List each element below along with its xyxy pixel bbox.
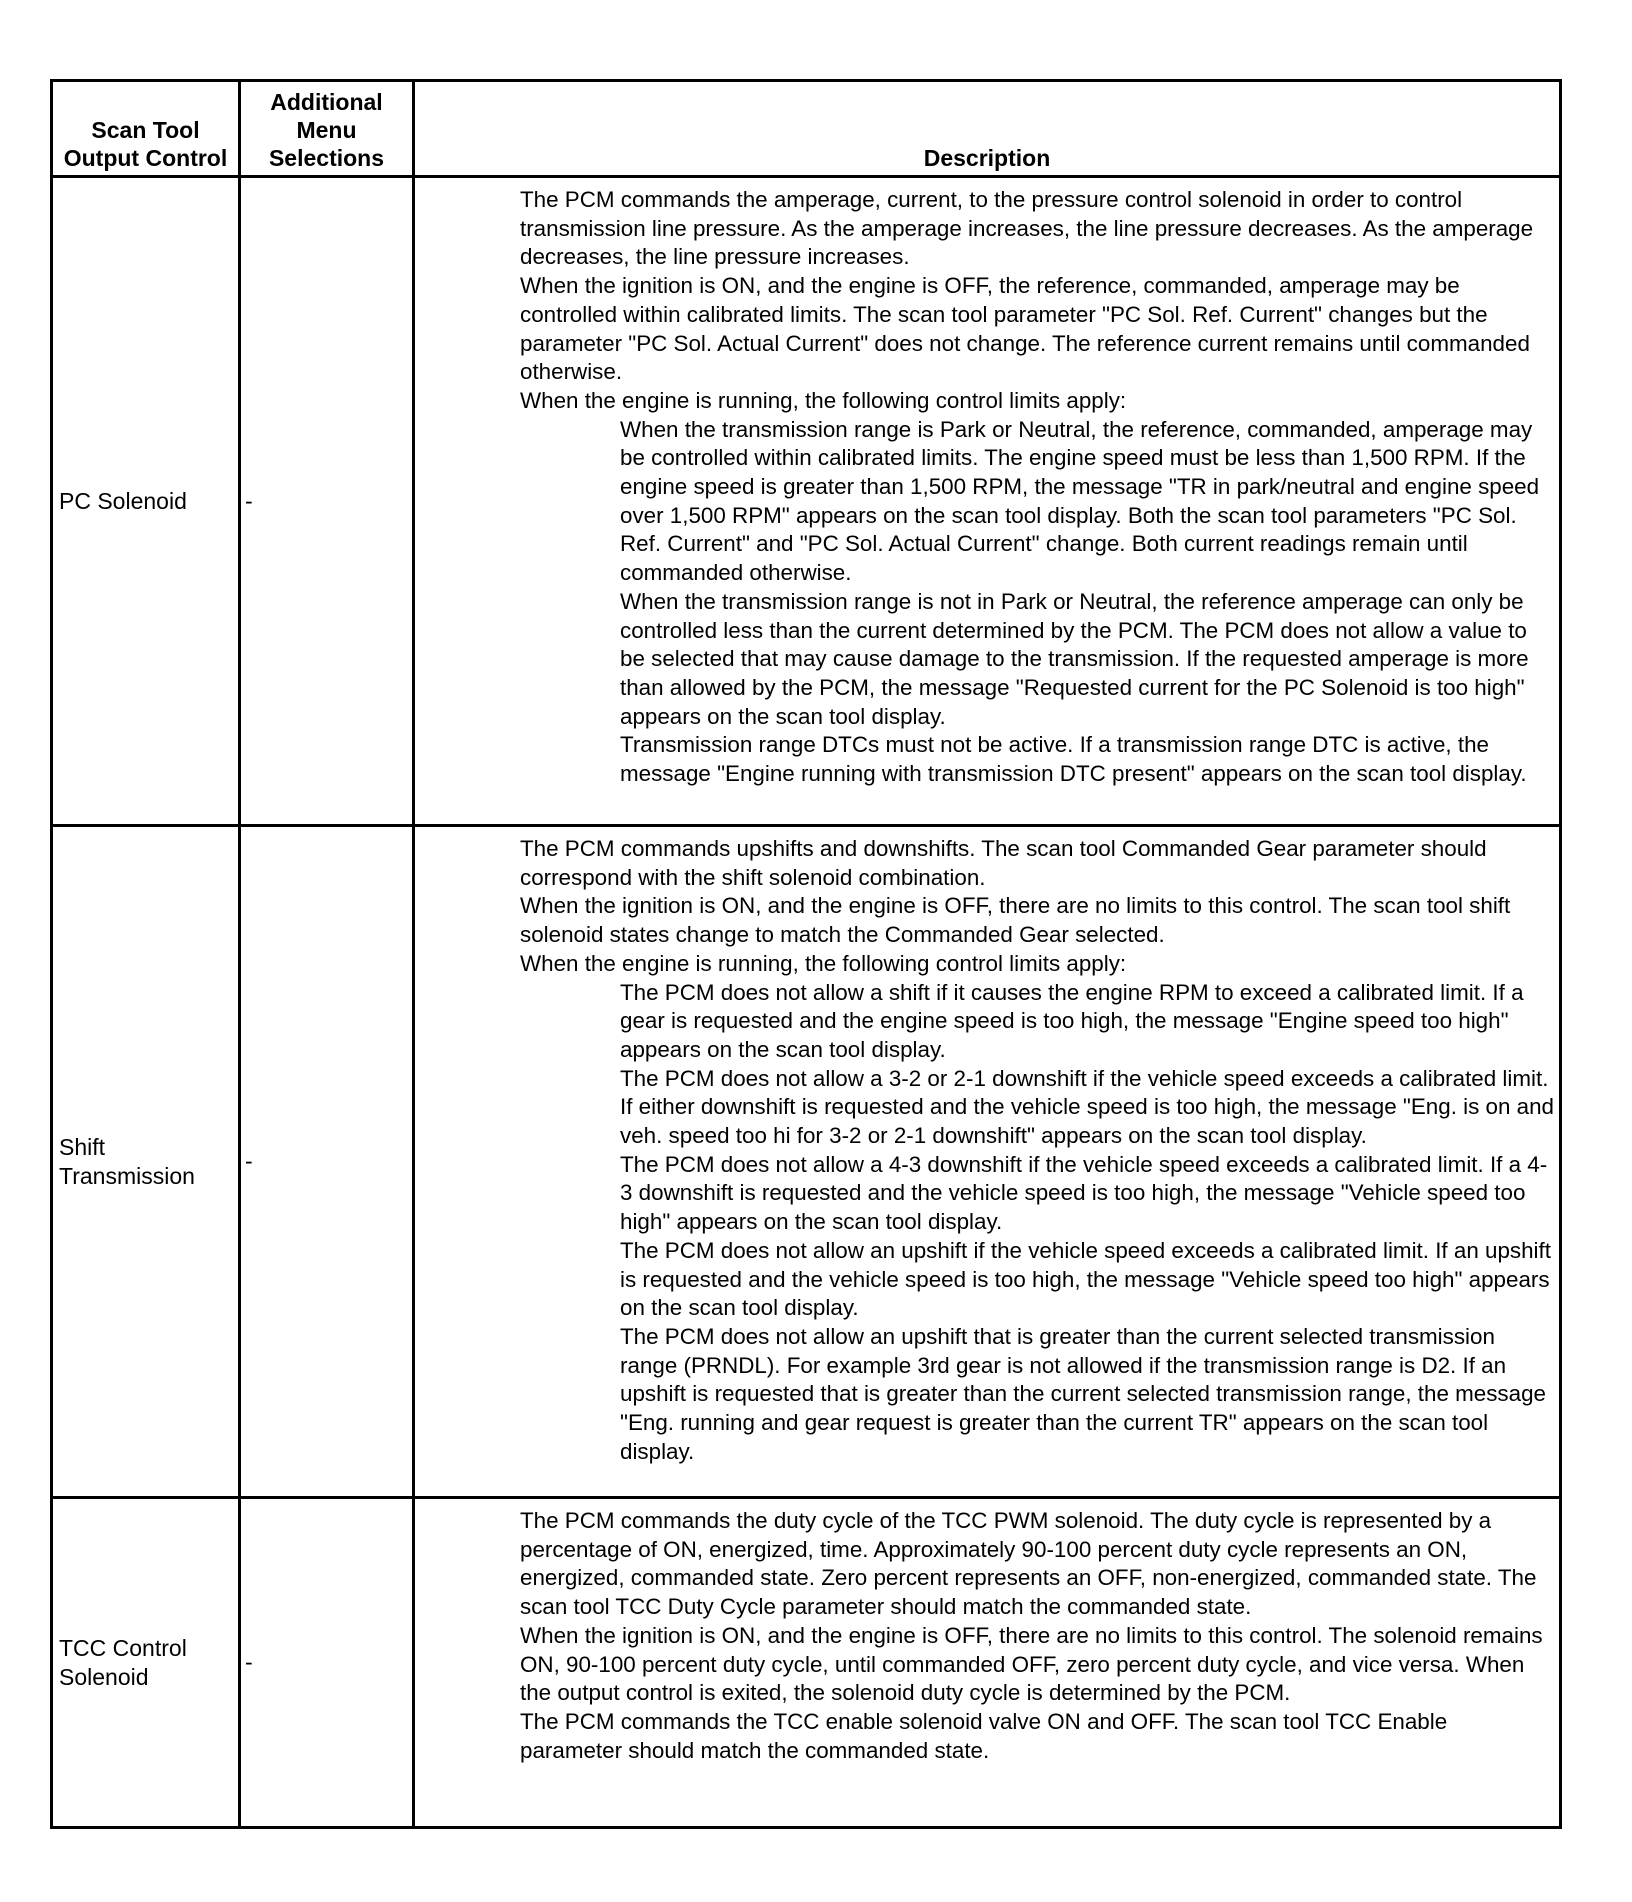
- description-limit-item: Transmission range DTCs must not be active. If a transmission range DTC is active, the message "Engine running with transmission DTC present" appears on the scan tool display.: [620, 732, 1527, 787]
- description-paragraph: When the ignition is ON, and the engine is OFF, there are no limits to this control. The scan tool shift solenoid states change to match the Commanded Gear selected.: [520, 893, 1511, 948]
- header-text: Selections: [268, 145, 385, 171]
- output-control-name: Shift: [59, 1133, 106, 1160]
- description-cell: [415, 178, 1559, 824]
- menu-selection-value: -: [245, 487, 253, 514]
- output-control-cell: [53, 827, 241, 1496]
- menu-selection-value: -: [245, 1148, 253, 1174]
- header-text: Scan Tool: [91, 117, 200, 143]
- table-row: [53, 178, 1559, 827]
- description-limit-item: The PCM does not allow an upshift that is greater than the current selected transmission range (PRNDL). For example 3rd gear is not allowed if the transmission range is D2. If an upshift is requested that is greater than the current selected transmission range, the message "Eng. running and gear request is greater than the current TR" appears on the scan tool display.: [620, 1323, 1546, 1464]
- description-cell: [415, 1499, 1559, 1826]
- table-row: [53, 1499, 1559, 1826]
- header-text: Additional: [270, 89, 383, 115]
- description-paragraph: The PCM commands the duty cycle of the TCC PWM solenoid. The duty cycle is represented by a percentage of ON, energized, time. Approximately 90-100 percent duty cycle represents an ON, energized, commanded state. Zero percent represents an OFF, non-energized, commanded state. The scan tool TCC Duty Cycle parameter should match the commanded state.: [520, 1508, 1537, 1620]
- output-control-cell: [53, 178, 241, 824]
- description-limit-item: The PCM does not allow a 4-3 downshift if the vehicle speed exceeds a calibrated limit. If a 4-3 downshift is requested and the vehicle speed is too high, the message "Vehicle speed too high" appears on the scan tool display.: [620, 1151, 1548, 1235]
- menu-selection-cell: [241, 178, 415, 824]
- header-additional-menu-selections: [241, 82, 415, 178]
- description-paragraph: When the ignition is ON, and the engine is OFF, the reference, commanded, amperage may be controlled within calibrated limits. The scan tool parameter "PC Sol. Ref. Current" changes but the parameter "PC Sol. Actual Current" does not change. The reference current remains until commanded otherwise.: [520, 273, 1530, 385]
- description-paragraph: When the engine is running, the following control limits apply:: [520, 387, 1127, 413]
- output-control-name: TCC Control: [59, 1634, 187, 1661]
- description-paragraph: The PCM commands upshifts and downshifts. The scan tool Commanded Gear parameter should correspond with the shift solenoid combination.: [520, 836, 1487, 890]
- description-paragraph: The PCM commands the TCC enable solenoid valve ON and OFF. The scan tool TCC Enable parameter should match the commanded state.: [520, 1708, 1448, 1763]
- output-control-name: Transmission: [59, 1162, 195, 1189]
- description-paragraph: When the ignition is ON, and the engine is OFF, there are no limits to this control. The solenoid remains ON, 90-100 percent duty cycle, until commanded OFF, zero percent duty cycle, and vice versa. When the output control is exited, the solenoid duty cycle is determined by the PCM.: [520, 1622, 1543, 1706]
- header-text: Description: [923, 145, 1051, 171]
- output-control-name: PC Solenoid: [59, 487, 187, 514]
- description-paragraph: The PCM commands the amperage, current, to the pressure control solenoid in order to control transmission line pressure. As the amperage increases, the line pressure decreases. As the amperage decreases, the line pressure increases.: [520, 187, 1534, 270]
- description-limit-item: The PCM does not allow a shift if it causes the engine RPM to exceed a calibrated limit. If a gear is requested and the engine speed is too high, the message "Engine speed too high" appears on the scan tool display.: [620, 979, 1524, 1062]
- menu-selection-cell: [241, 1499, 415, 1826]
- table-row: [53, 827, 1559, 1499]
- header-text: Output Control: [63, 145, 228, 171]
- description-limit-item: When the transmission range is not in Park or Neutral, the reference amperage can only be controlled less than the current determined by the PCM. The PCM does not allow a value to be selected that may cause damage to the transmission. If the requested amperage is more than allowed by the PCM, the message "Requested current for the PC Solenoid is too high" appears on the scan tool display.: [620, 588, 1529, 729]
- header-scan-tool-output-control: [53, 82, 241, 178]
- menu-selection-cell: [241, 827, 415, 1496]
- description-paragraph: When the engine is running, the following control limits apply:: [520, 950, 1127, 976]
- description-limit-item: The PCM does not allow an upshift if the vehicle speed exceeds a calibrated limit. If an upshift is requested and the vehicle speed is too high, the message "Vehicle speed too high" appears on the scan tool display.: [620, 1237, 1551, 1321]
- table-header: [53, 82, 1559, 178]
- header-description: [415, 82, 1559, 178]
- header-text: Menu: [296, 117, 357, 143]
- description-limit-item: The PCM does not allow a 3-2 or 2-1 downshift if the vehicle speed exceeds a calibrated limit. If either downshift is requested and the vehicle speed is too high, the message "Eng. is on and veh. speed too hi for 3-2 or 2-1 downshift" appears on the scan tool display.: [620, 1065, 1555, 1149]
- output-control-cell: [53, 1499, 241, 1826]
- description-cell: [415, 827, 1559, 1496]
- output-control-name: Solenoid: [59, 1663, 149, 1690]
- output-control-table: [50, 79, 1562, 1829]
- menu-selection-value: -: [245, 1649, 253, 1675]
- description-limit-item: When the transmission range is Park or Neutral, the reference, commanded, amperage may be controlled within calibrated limits. The engine speed must be less than 1,500 RPM. If the engine speed is greater than 1,500 RPM, the message "TR in park/neutral and engine speed over 1,500 RPM" appears on the scan tool display. Both the scan tool parameters "PC Sol. Ref. Current" and "PC Sol. Actual Current" change. Both current readings remain until commanded otherwise.: [620, 416, 1540, 586]
